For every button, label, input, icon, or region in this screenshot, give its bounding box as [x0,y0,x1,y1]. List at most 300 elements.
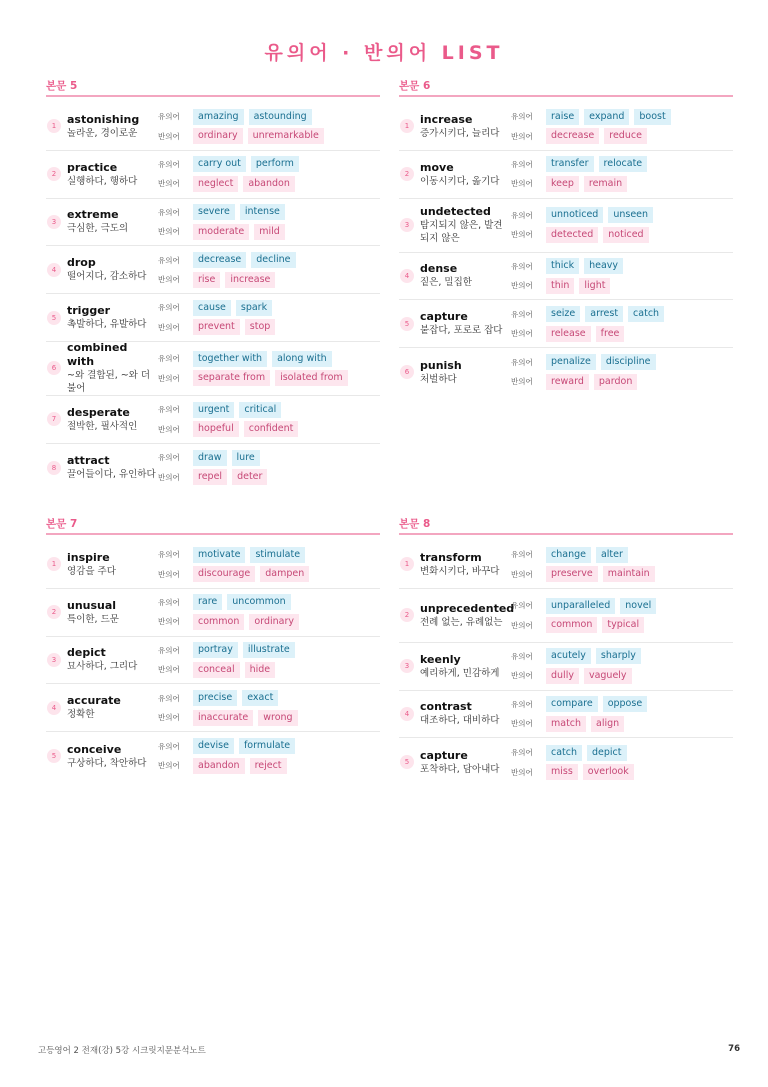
korean-meaning: 이동시키다, 옮기다 [420,175,500,187]
section-title: 본문 6 [399,78,733,97]
word-entry [46,103,380,151]
synonym-chip: perform [251,156,299,172]
headword: extreme [67,208,119,222]
antonym-label: 반의어 [511,767,533,777]
relations [158,349,380,388]
antonym-label: 반의어 [158,275,180,285]
synonym-chip: depict [587,745,627,761]
antonym-label: 반의어 [158,665,180,675]
entry-number-badge: 5 [400,755,414,769]
word-entry [46,732,380,780]
synonym-row [158,349,380,369]
word-entry [46,396,380,444]
relations [158,400,380,439]
headword: astonishing [67,112,140,126]
korean-meaning: 예리하게, 민감하게 [420,667,500,679]
synonym-label: 유의어 [511,699,533,709]
antonym-chip: confident [244,421,299,437]
entry-number-badge: 6 [400,365,414,379]
entry-number-badge: 2 [47,605,61,619]
antonym-chip: wrong [258,710,297,726]
antonym-label: 반의어 [511,329,533,339]
antonym-chip: keep [546,176,579,192]
antonym-chip: match [546,716,586,732]
entry-number-badge: 5 [400,317,414,331]
synonym-chip: portray [193,642,238,658]
synonym-row [511,206,733,226]
korean-meaning: 촉발하다, 유발하다 [67,319,147,331]
synonym-label: 유의어 [158,597,180,607]
antonym-chip: stop [245,319,276,335]
antonym-chip: prevent [193,319,240,335]
antonym-row [158,468,380,488]
antonym-row [158,126,380,146]
headword: conceive [67,742,122,756]
word-column [67,341,158,395]
antonym-label: 반의어 [158,179,180,189]
antonym-chip: thin [546,278,574,294]
word-entry [399,691,733,739]
section-passage-5 [46,78,380,492]
synonym-chip: devise [193,738,234,754]
word-column [67,113,158,140]
synonym-label: 유의어 [511,309,533,319]
headword: keenly [420,652,461,666]
relations [158,448,380,487]
headword: punish [420,358,462,372]
antonym-chip: inaccurate [193,710,253,726]
synonym-chip: arrest [585,306,623,322]
synonym-chip: draw [193,450,227,466]
korean-meaning: 정확한 [67,709,95,721]
synonym-row [511,743,733,763]
relations [158,202,380,241]
headword: drop [67,256,96,270]
synonym-chip: heavy [584,258,623,274]
korean-meaning: 놀라운, 경이로운 [67,127,138,139]
synonym-label: 유의어 [511,651,533,661]
word-entry [399,541,733,589]
antonym-chip: reduce [604,128,647,144]
word-column [67,454,158,481]
antonym-chip: abandon [193,758,245,774]
korean-meaning: 짙은, 밀집한 [420,277,472,289]
word-column [67,406,158,433]
synonym-chip: sharply [596,648,641,664]
word-column [420,749,511,776]
entry-list [399,541,733,786]
synonym-chip: decline [251,252,295,268]
word-column [67,646,158,673]
entry-number-badge: 4 [47,263,61,277]
antonym-chip: free [596,326,625,342]
word-entry [46,199,380,247]
synonym-row [158,400,380,420]
antonym-chip: common [193,614,244,630]
antonym-label: 반의어 [511,230,533,240]
entry-list [46,103,380,492]
headword: inspire [67,550,110,564]
headword: contrast [420,700,472,714]
antonym-row [158,368,380,388]
word-column [420,205,511,245]
section-title: 본문 5 [46,78,380,97]
headword: undetected [420,205,491,219]
synonym-row [511,596,733,616]
korean-meaning: 영감을 주다 [67,565,116,577]
entry-number-badge: 1 [47,119,61,133]
word-entry [399,253,733,301]
synonym-chip: thick [546,258,579,274]
synonym-chip: illustrate [243,642,295,658]
entry-number-badge: 1 [400,557,414,571]
antonym-chip: ordinary [249,614,299,630]
word-column [67,743,158,770]
synonym-row [158,250,380,270]
antonym-chip: noticed [603,227,648,243]
headword: combined with [67,341,128,369]
antonym-chip: rise [193,272,220,288]
entry-number-badge: 4 [47,701,61,715]
word-entry [46,589,380,637]
synonym-row [511,256,733,276]
synonym-chip: rare [193,594,222,610]
antonym-label: 반의어 [158,761,180,771]
headword: dense [420,262,458,276]
entry-number-badge: 3 [400,659,414,673]
word-column [67,551,158,578]
word-entry [46,684,380,732]
entry-number-badge: 3 [47,653,61,667]
synonym-chip: decrease [193,252,246,268]
antonym-label: 반의어 [158,472,180,482]
word-column [420,551,511,578]
antonym-row [511,714,733,734]
antonym-row [511,615,733,635]
antonym-chip: discourage [193,566,255,582]
synonym-chip: spark [236,300,272,316]
synonym-chip: motivate [193,547,245,563]
synonym-chip: transfer [546,156,594,172]
word-column [67,256,158,283]
word-entry [399,589,733,643]
headword: move [420,160,454,174]
synonym-row [158,593,380,613]
antonym-chip: decrease [546,128,599,144]
synonym-chip: expand [584,109,629,125]
synonym-chip: critical [239,402,281,418]
relations [511,647,733,686]
antonym-chip: deter [232,469,267,485]
antonym-label: 반의어 [511,377,533,387]
antonym-row [158,756,380,776]
synonym-chip: unparalleled [546,598,615,614]
entry-list [399,103,733,396]
headword: trigger [67,304,111,318]
entry-number-badge: 2 [400,608,414,622]
antonym-row [158,270,380,290]
headword: depict [67,646,106,660]
antonym-chip: typical [602,617,644,633]
korean-meaning: 끌어들이다, 유인하다 [67,469,156,481]
relations [158,640,380,679]
synonym-chip: lure [232,450,260,466]
word-entry [399,643,733,691]
synonym-label: 유의어 [511,261,533,271]
synonym-chip: cause [193,300,231,316]
antonym-chip: abandon [243,176,295,192]
antonym-label: 반의어 [158,227,180,237]
antonym-chip: miss [546,764,578,780]
relations [511,353,733,392]
synonym-label: 유의어 [511,550,533,560]
word-column [420,113,511,140]
antonym-chip: ordinary [193,128,243,144]
korean-meaning: 극심한, 극도의 [67,223,129,235]
synonym-label: 유의어 [158,159,180,169]
word-entry [46,444,380,492]
word-column [420,601,515,629]
antonym-chip: hide [245,662,276,678]
headword: unprecedented [420,601,515,615]
antonym-chip: conceal [193,662,240,678]
antonym-chip: unremarkable [248,128,324,144]
antonym-chip: mild [254,224,285,240]
headword: unusual [67,598,117,612]
section-title: 본문 8 [399,516,733,535]
antonym-chip: increase [225,272,275,288]
entry-number-badge: 5 [47,749,61,763]
page-number: 76 [728,1044,740,1054]
synonym-row [511,304,733,324]
relations [158,107,380,146]
antonym-row [158,612,380,632]
antonym-label: 반의어 [158,322,180,332]
word-column [67,208,158,235]
synonym-label: 유의어 [158,255,180,265]
word-column [67,599,158,626]
word-column [420,161,511,188]
korean-meaning: 변화시키다, 바꾸다 [420,565,500,577]
section-passage-7 [46,516,380,780]
synonym-label: 유의어 [511,748,533,758]
headword: increase [420,112,473,126]
antonym-chip: hopeful [193,421,239,437]
korean-meaning: 특이한, 드문 [67,613,119,625]
relations [158,593,380,632]
antonym-label: 반의어 [511,569,533,579]
antonym-chip: maintain [603,566,655,582]
relations [511,596,733,635]
antonym-chip: separate from [193,370,270,386]
entry-number-badge: 3 [400,218,414,232]
section-passage-6 [399,78,733,396]
page-title: 유의어 · 반의어 LIST [264,42,504,64]
antonym-chip: light [579,278,610,294]
antonym-chip: vaguely [584,668,632,684]
korean-meaning: 떨어지다, 감소하다 [67,271,147,283]
relations [511,256,733,295]
word-column [67,304,158,331]
korean-meaning: 처벌하다 [420,373,457,385]
korean-meaning: 묘사하다, 그리다 [67,661,138,673]
antonym-label: 반의어 [158,131,180,141]
headword: capture [420,748,468,762]
antonym-label: 반의어 [511,671,533,681]
antonym-chip: align [591,716,624,732]
synonym-row [158,448,380,468]
antonym-row [511,372,733,392]
korean-meaning: 붙잡다, 포로로 잡다 [420,325,503,337]
synonym-chip: formulate [239,738,295,754]
synonym-chip: amazing [193,109,244,125]
synonym-label: 유의어 [158,550,180,560]
synonym-chip: urgent [193,402,234,418]
synonym-chip: acutely [546,648,591,664]
section-title: 본문 7 [46,516,380,535]
synonym-label: 유의어 [158,112,180,122]
synonym-chip: catch [546,745,582,761]
word-entry [399,300,733,348]
antonym-label: 반의어 [511,131,533,141]
synonym-label: 유의어 [511,357,533,367]
antonym-chip: reject [250,758,287,774]
antonym-row [158,708,380,728]
synonym-chip: novel [620,598,656,614]
synonym-label: 유의어 [158,405,180,415]
relations [158,250,380,289]
synonym-row [158,737,380,757]
synonym-chip: penalize [546,354,596,370]
antonym-chip: release [546,326,591,342]
antonym-row [511,324,733,344]
antonym-chip: detected [546,227,598,243]
antonym-row [158,174,380,194]
antonym-row [158,564,380,584]
synonym-chip: unnoticed [546,207,603,223]
headword: capture [420,310,468,324]
entry-number-badge: 5 [47,311,61,325]
entry-number-badge: 6 [47,361,61,375]
entry-number-badge: 4 [400,269,414,283]
antonym-row [511,225,733,245]
antonym-label: 반의어 [158,713,180,723]
entry-number-badge: 4 [400,707,414,721]
synonym-chip: catch [628,306,664,322]
relations [158,737,380,776]
synonym-row [511,647,733,667]
synonym-chip: boost [634,109,670,125]
synonym-chip: severe [193,204,235,220]
antonym-chip: dampen [260,566,309,582]
antonym-row [511,666,733,686]
antonym-chip: neglect [193,176,238,192]
word-entry [399,348,733,396]
synonym-chip: uncommon [227,594,290,610]
synonym-chip: carry out [193,156,246,172]
relations [158,155,380,194]
antonym-label: 반의어 [511,179,533,189]
synonym-label: 유의어 [158,645,180,655]
antonym-row [511,276,733,296]
synonym-chip: unseen [608,207,653,223]
synonym-row [511,694,733,714]
word-entry [399,199,733,253]
synonym-label: 유의어 [158,303,180,313]
synonym-chip: together with [193,351,267,367]
korean-meaning: 전례 없는, 유례없는 [420,616,503,628]
entry-number-badge: 7 [47,412,61,426]
word-entry [46,541,380,589]
word-entry [46,151,380,199]
synonym-row [158,298,380,318]
relations [158,545,380,584]
antonym-chip: overlook [583,764,634,780]
headword: attract [67,454,110,468]
word-entry [46,246,380,294]
antonym-label: 반의어 [511,719,533,729]
section-passage-8 [399,516,733,786]
synonym-label: 유의어 [158,741,180,751]
word-column [67,161,158,188]
korean-meaning: 포착하다, 담아내다 [420,763,500,775]
korean-meaning: 절박한, 필사적인 [67,420,138,432]
synonym-chip: discipline [601,354,656,370]
synonym-chip: relocate [599,156,648,172]
synonym-chip: alter [596,547,628,563]
word-column [420,359,511,386]
synonym-chip: compare [546,696,598,712]
synonym-chip: intense [240,204,285,220]
synonym-chip: change [546,547,591,563]
antonym-chip: common [546,617,597,633]
headword: accurate [67,694,121,708]
synonym-chip: exact [242,690,278,706]
antonym-chip: reward [546,374,589,390]
synonym-chip: raise [546,109,579,125]
antonym-label: 반의어 [158,373,180,383]
word-column [67,694,158,721]
synonym-chip: seize [546,306,580,322]
word-entry [46,342,380,396]
synonym-row [511,353,733,373]
antonym-label: 반의어 [158,617,180,627]
synonym-chip: precise [193,690,237,706]
synonym-row [158,107,380,127]
synonym-label: 유의어 [511,112,533,122]
synonym-label: 유의어 [511,601,533,611]
korean-meaning: 실행하다, 행하다 [67,175,138,187]
word-column [420,700,511,727]
synonym-chip: stimulate [250,547,305,563]
relations [158,688,380,727]
synonym-chip: astounding [249,109,312,125]
antonym-label: 반의어 [511,620,533,630]
synonym-row [158,688,380,708]
antonym-chip: remain [584,176,627,192]
antonym-row [158,318,380,338]
word-column [420,310,511,337]
footer-book-title: 고등영어 2 전재(강) 5강 시크릿지문분석노트 [38,1046,206,1056]
antonym-chip: isolated from [275,370,348,386]
antonym-row [158,419,380,439]
synonym-row [158,202,380,222]
antonym-row [511,564,733,584]
antonym-label: 반의어 [158,424,180,434]
korean-meaning: 증가시키다, 늘리다 [420,127,500,139]
word-column [420,653,511,680]
synonym-label: 유의어 [511,210,533,220]
